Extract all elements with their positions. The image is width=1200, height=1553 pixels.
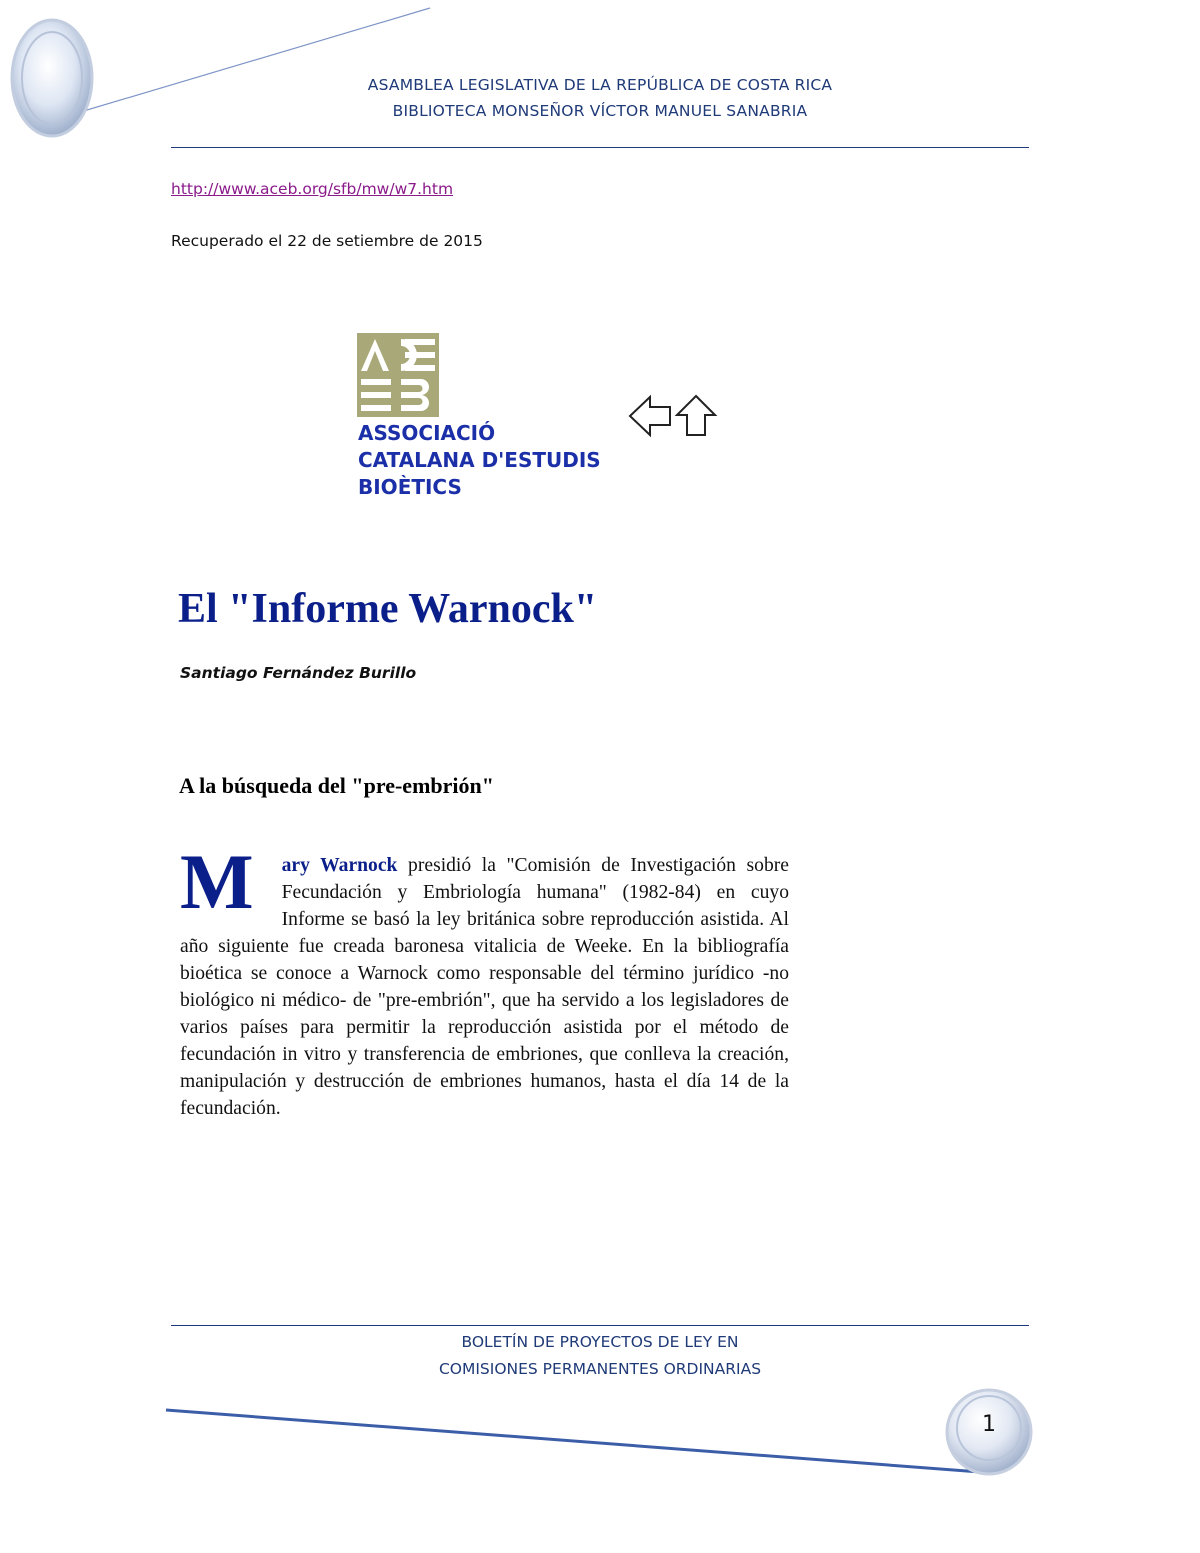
footer-line-2: COMISIONES PERMANENTES ORDINARIAS [438, 1360, 762, 1378]
header-line-1: ASAMBLEA LEGISLATIVA DE LA REPÚBLICA DE COSTA RICA [367, 76, 833, 94]
footer-bulletin [170, 1329, 1030, 1383]
back-arrow-icon[interactable] [628, 394, 674, 438]
aceb-logo-mark [357, 333, 439, 417]
article-title: El "Informe Warnock" [178, 586, 598, 632]
section-heading: A la búsqueda del "pre-embrión" [179, 773, 494, 798]
logo-line-1: ASSOCIACIÓ [358, 421, 496, 445]
body-text: presidió la "Comisión de Investigación sobre Fecundación y Embriología humana" (1982-84) en cuyo Informe se basó la ley británica sobre reproducción asistida. Al año siguiente fue creada baronesa vitalicia de Weeke. En la bibliografía bioética se conoce a Warnock como responsable del término jurídico -no biológico ni médico- de "pre-embrión", que ha servido a los legisladores de varios países para permitir la reproducción asistida por el método de fecundación in vitro y transferencia de embriones, que conlleva la creación, manipulación y destrucción de embriones humanos, hasta el día 14 de la fecundación. [180, 855, 789, 1119]
article-author: Santiago Fernández Burillo [180, 664, 417, 682]
footer-divider [171, 1325, 1029, 1326]
logo-line-3: BIOÈTICS [358, 475, 462, 499]
article-body [180, 838, 789, 1122]
retrieved-date: Recuperado el 22 de setiembre de 2015 [171, 232, 483, 250]
logo-line-2: CATALANA D'ESTUDIS [358, 448, 601, 472]
up-arrow-icon[interactable] [674, 394, 718, 438]
header-divider [171, 147, 1029, 148]
page-number: 1 [982, 1412, 996, 1437]
footer-ornament [160, 1380, 1050, 1490]
source-url-link[interactable]: http://www.aceb.org/sfb/mw/w7.htm [171, 180, 454, 198]
header-line-2: BIBLIOTECA MONSEÑOR VÍCTOR MANUEL SANABRIA [392, 102, 808, 120]
aceb-logo-text [358, 420, 601, 501]
lead-name: ary Warnock [281, 855, 398, 876]
body-paragraph [180, 838, 789, 1122]
header-organization [170, 72, 1030, 124]
drop-cap: M [180, 838, 254, 925]
footer-line-1: BOLETÍN DE PROYECTOS DE LEY EN [461, 1333, 739, 1351]
